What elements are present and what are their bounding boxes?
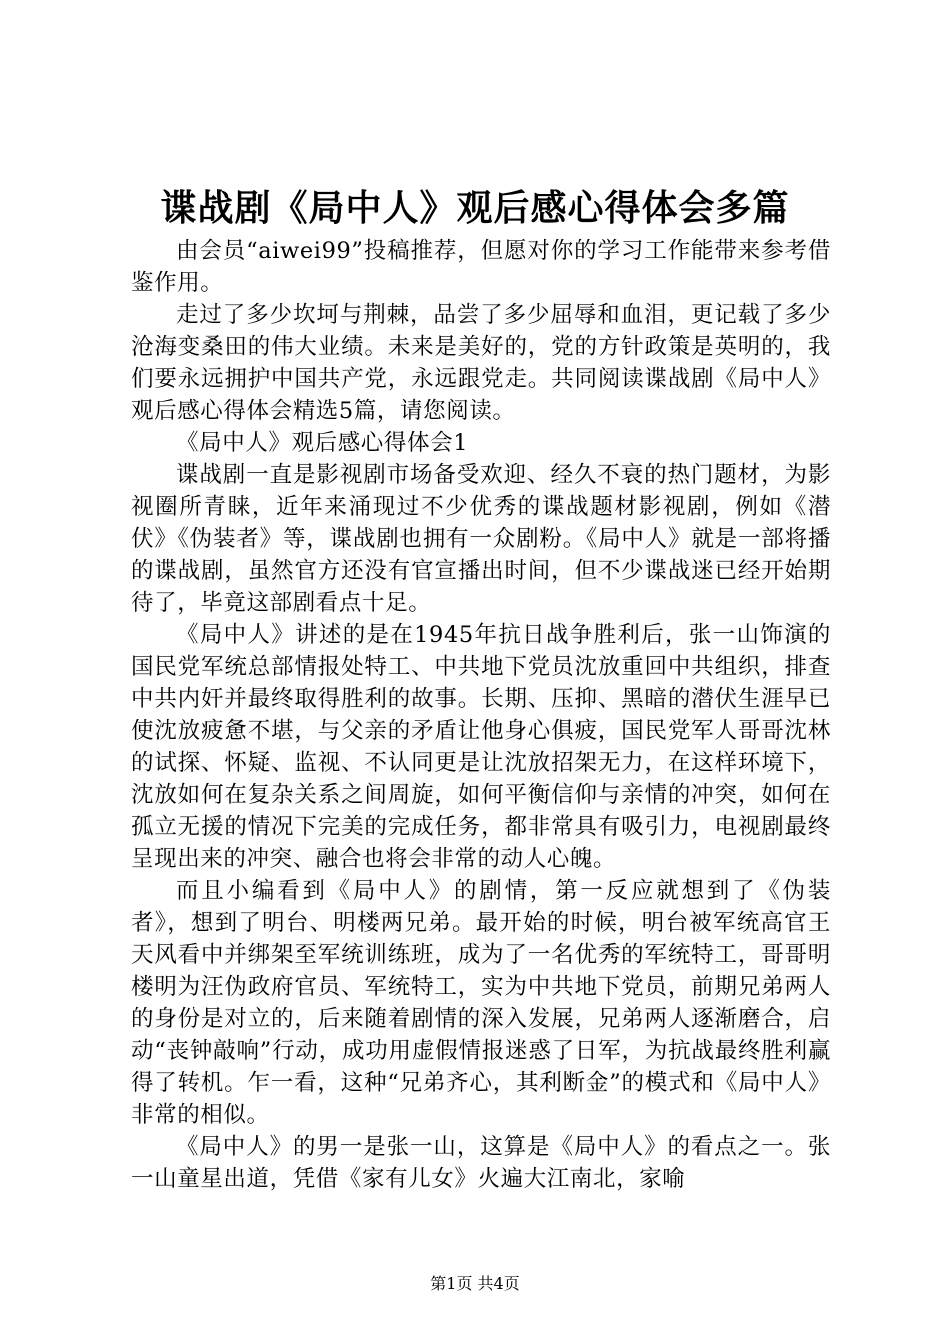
paragraph-intro: 由会员“aiwei99”投稿推荐，但愿对你的学习工作能带来参考借鉴作用。	[131, 238, 831, 296]
paragraph: 《局中人》讲述的是在1945年抗日战争胜利后，张一山饰演的国民党军统总部情报处特工、中共地下党员沈放重回中共组织，排查中共内奸并最终取得胜利的故事。长期、压抑、黑暗的潜伏生涯早已使沈放疲惫不堪，与父亲的矛盾让他身心俱疲，国民党军人哥哥沈林的试探、怀疑、监视、不认同更是让沈放招架无力，在这样环境下，沈放如何在复杂关系之间周旋，如何平衡信仰与亲情的冲突，如何在孤立无援的情况下完美的完成任务，都非常具有吸引力，电视剧最终呈现出来的冲突、融合也将会非常的动人心魄。	[131, 622, 831, 872]
paragraph-preface: 走过了多少坎坷与荆棘，品尝了多少屈辱和血泪，更记载了多少沧海变桑田的伟大业绩。未来是美好的，党的方针政策是英明的，我们要永远拥护中国共产党，永远跟党走。共同阅读谍战剧《局中人》观后感心得体会精选5篇，请您阅读。	[131, 302, 831, 424]
paragraph: 而且小编看到《局中人》的剧情，第一反应就想到了《伪装者》，想到了明台、明楼两兄弟。最开始的时候，明台被军统高官王天风看中并绑架至军统训练班，成为了一名优秀的军统特工，哥哥明楼明为汪伪政府官员、军统特工，实为中共地下党员，前期兄弟两人的身份是对立的，后来随着剧情的深入发展，兄弟两人逐渐磨合，启动“丧钟敲响”行动，成功用虚假情报迷惑了日军，为抗战最终胜利赢得了转机。乍一看，这种“兄弟齐心，其利断金”的模式和《局中人》非常的相似。	[131, 878, 831, 1128]
paragraph: 谍战剧一直是影视剧市场备受欢迎、经久不衰的热门题材，为影视圈所青睐，近年来涌现过不少优秀的谍战题材影视剧，例如《潜伏》《伪装者》等，谍战剧也拥有一众剧粉。《局中人》就是一部将播的谍战剧，虽然官方还没有官宣播出时间，但不少谍战迷已经开始期待了，毕竟这部剧看点十足。	[131, 462, 831, 616]
page-footer: 第1页 共4页	[430, 1274, 520, 1293]
paragraph: 《局中人》的男一是张一山，这算是《局中人》的看点之一。张一山童星出道，凭借《家有儿女》火遍大江南北，家喻	[131, 1134, 831, 1192]
document-body	[131, 235, 831, 1195]
section-heading: 《局中人》观后感心得体会1	[176, 430, 469, 456]
document-title: 谍战剧《局中人》观后感心得体会多篇	[160, 187, 790, 229]
